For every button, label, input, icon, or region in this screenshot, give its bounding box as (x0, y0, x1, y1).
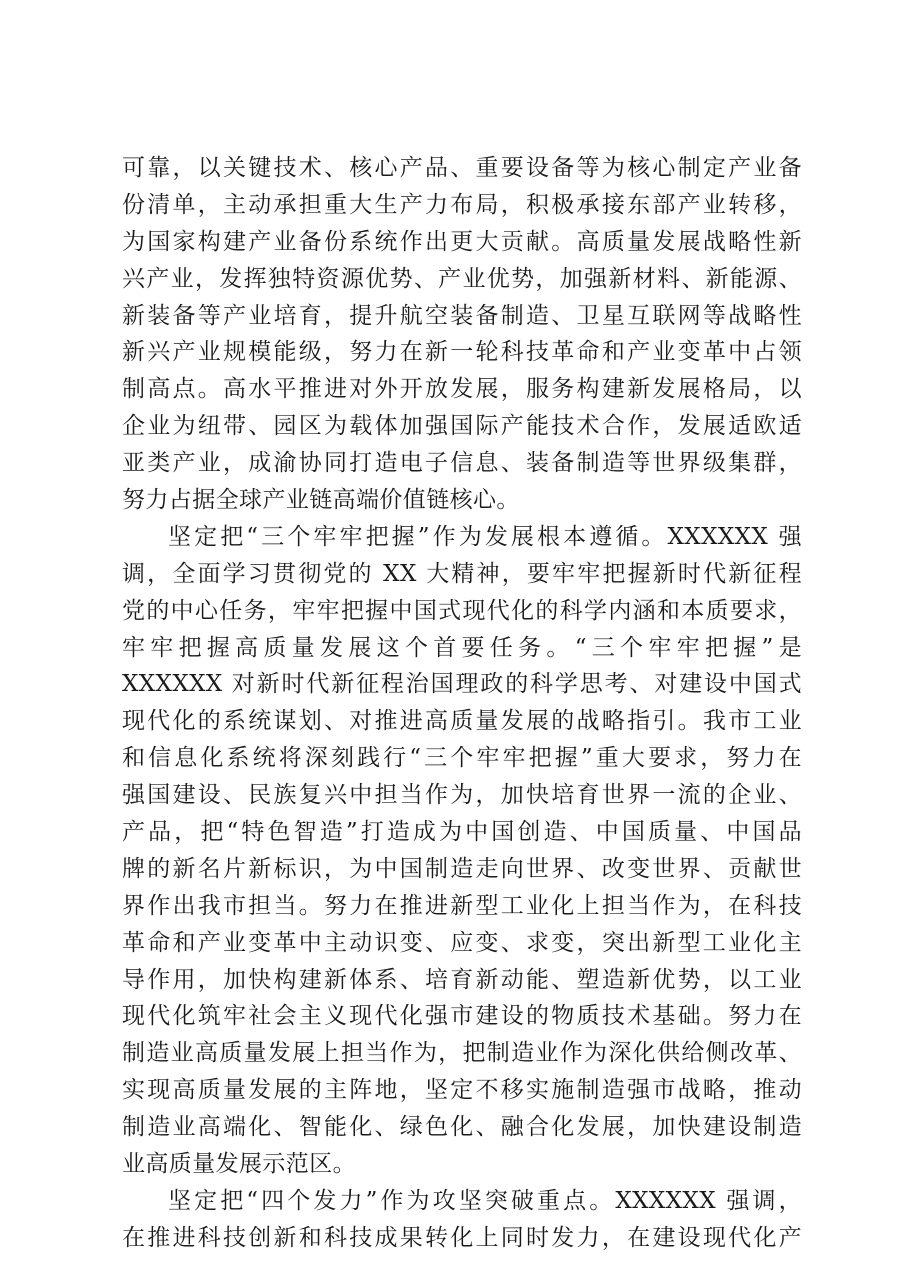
text-line: 亚类产业，成渝协同打造电子信息、装备制造等世界级集群， (122, 450, 802, 477)
text-line: 新兴产业规模能级，努力在新一轮科技革命和产业变革中占领 (122, 339, 802, 366)
text-line: 制造业高端化、智能化、绿色化、融合化发展，加快建设制造 (122, 1114, 802, 1141)
text-line: 党的中心任务，牢牢把握中国式现代化的科学内涵和本质要求， (122, 597, 802, 624)
text-line: 新装备等产业培育，提升航空装备制造、卫星互联网等战略性 (122, 302, 802, 329)
text-line: 产品，把“特色智造”打造成为中国创造、中国质量、中国品 (122, 819, 802, 846)
text-line: 制造业高质量发展上担当作为，把制造业作为深化供给侧改革、 (122, 1040, 802, 1067)
text-line: 和信息化系统将深刻践行“三个牢牢把握”重大要求，努力在 (122, 745, 802, 772)
paragraph-heading-line: 坚定把“四个发力”作为攻坚突破重点。XXXXXX 强调， (168, 1187, 802, 1214)
text-line: 导作用，加快构建新体系、培育新动能、塑造新优势，以工业 (122, 966, 802, 993)
text-line: 革命和产业变革中主动识变、应变、求变，突出新型工业化主 (122, 929, 802, 956)
text-line: 现代化筑牢社会主义现代化强市建设的物质技术基础。努力在 (122, 1003, 802, 1030)
text-line: 牌的新名片新标识，为中国制造走向世界、改变世界、贡献世 (122, 855, 802, 882)
text-line: 努力占据全球产业链高端价值链核心。 (122, 487, 520, 514)
text-line: 份清单，主动承担重大生产力布局，积极承接东部产业转移， (122, 191, 802, 218)
text-line: 业高质量发展示范区。 (122, 1151, 356, 1178)
text-line: 强国建设、民族复兴中担当作为，加快培育世界一流的企业、 (122, 782, 802, 809)
text-line: 牢牢把握高质量发展这个首要任务。“三个牢牢把握”是 (122, 634, 802, 661)
text-line: 实现高质量发展的主阵地，坚定不移实施制造强市战略，推动 (122, 1077, 802, 1104)
body-text (122, 150, 802, 1257)
text-line: 现代化的系统谋划、对推进高质量发展的战略指引。我市工业 (122, 708, 802, 735)
text-line: XXXXXX 对新时代新征程治国理政的科学思考、对建设中国式 (122, 671, 802, 698)
text-line: 在推进科技创新和科技成果转化上同时发力，在建设现代化产 (122, 1224, 802, 1251)
text-line: 可靠，以关键技术、核心产品、重要设备等为核心制定产业备 (122, 155, 802, 181)
text-line: 制高点。高水平推进对外开放发展，服务构建新发展格局，以 (122, 376, 802, 403)
text-line: 企业为纽带、园区为载体加强国际产能技术合作，发展适欧适 (122, 413, 802, 440)
paragraph-heading-line: 坚定把“三个牢牢把握”作为发展根本遵循。XXXXXX 强 (168, 523, 802, 550)
text-line: 为国家构建产业备份系统作出更大贡献。高质量发展战略性新 (122, 228, 802, 255)
text-line: 兴产业，发挥独特资源优势、产业优势，加强新材料、新能源、 (122, 265, 802, 292)
text-line: 界作出我市担当。努力在推进新型工业化上担当作为，在科技 (122, 892, 802, 919)
text-line: 调，全面学习贯彻党的 XX 大精神，要牢牢把握新时代新征程 (122, 560, 802, 587)
